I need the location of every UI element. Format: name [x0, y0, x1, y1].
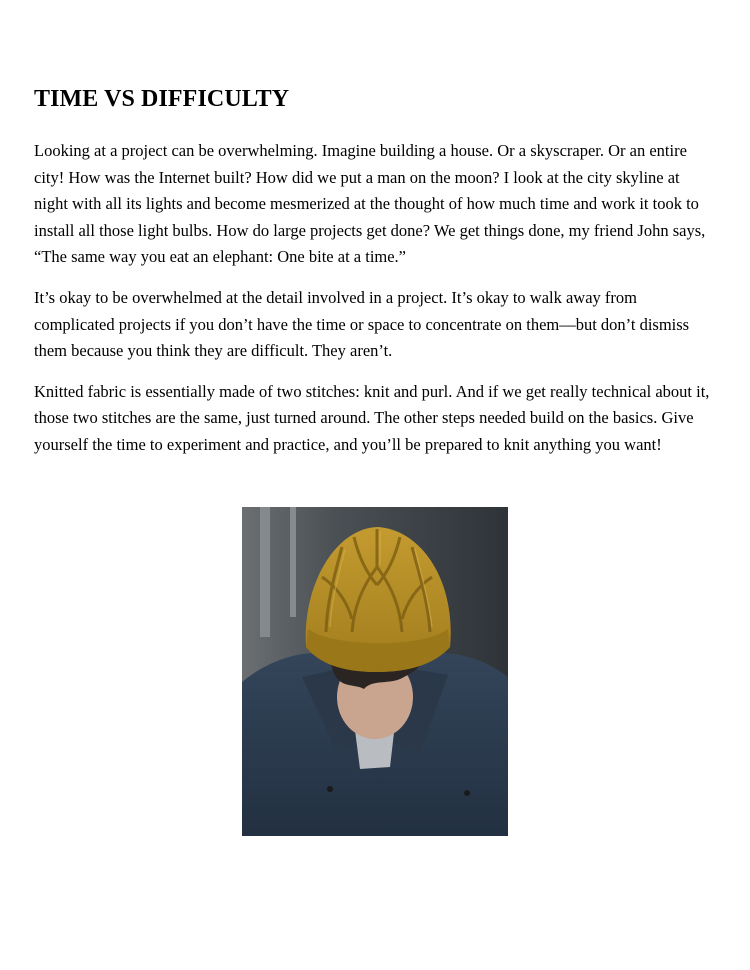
window-frame [290, 507, 296, 617]
paragraph-3: Knitted fabric is essentially made of two stitches: knit and purl. And if we get really technical about it, those two stitches are the same, just turned around. The other steps needed build on the basics. Give yourself the time to experiment and practice, and you’ll be prepared to knit anything you want! [34, 381, 710, 454]
window-frame [260, 507, 270, 637]
jacket-button [327, 786, 333, 792]
page-heading: TIME VS DIFFICULTY [34, 86, 290, 112]
jacket-button [464, 790, 470, 796]
paragraph-1: Looking at a project can be overwhelming. Imagine building a house. Or a skyscraper. Or an entire city! How was the Internet built? How did we put a man on the moon? I look at the city skyline at night with all its lights and become mesmerized at the thought of how much time and work it took to install all those light bulbs. How do large projects get done? We get things done, my friend John says, “The same way you eat an elephant: One bite at a time.” [34, 141, 706, 267]
knit-hat-photo [242, 507, 508, 836]
paragraph-2: It’s okay to be overwhelmed at the detail involved in a project. It’s okay to walk away from complicated projects if you don’t have the time or space to concentrate on them—but don’t dismiss them because you think they are difficult. They aren’t. [34, 287, 690, 361]
page-content [34, 84, 714, 459]
